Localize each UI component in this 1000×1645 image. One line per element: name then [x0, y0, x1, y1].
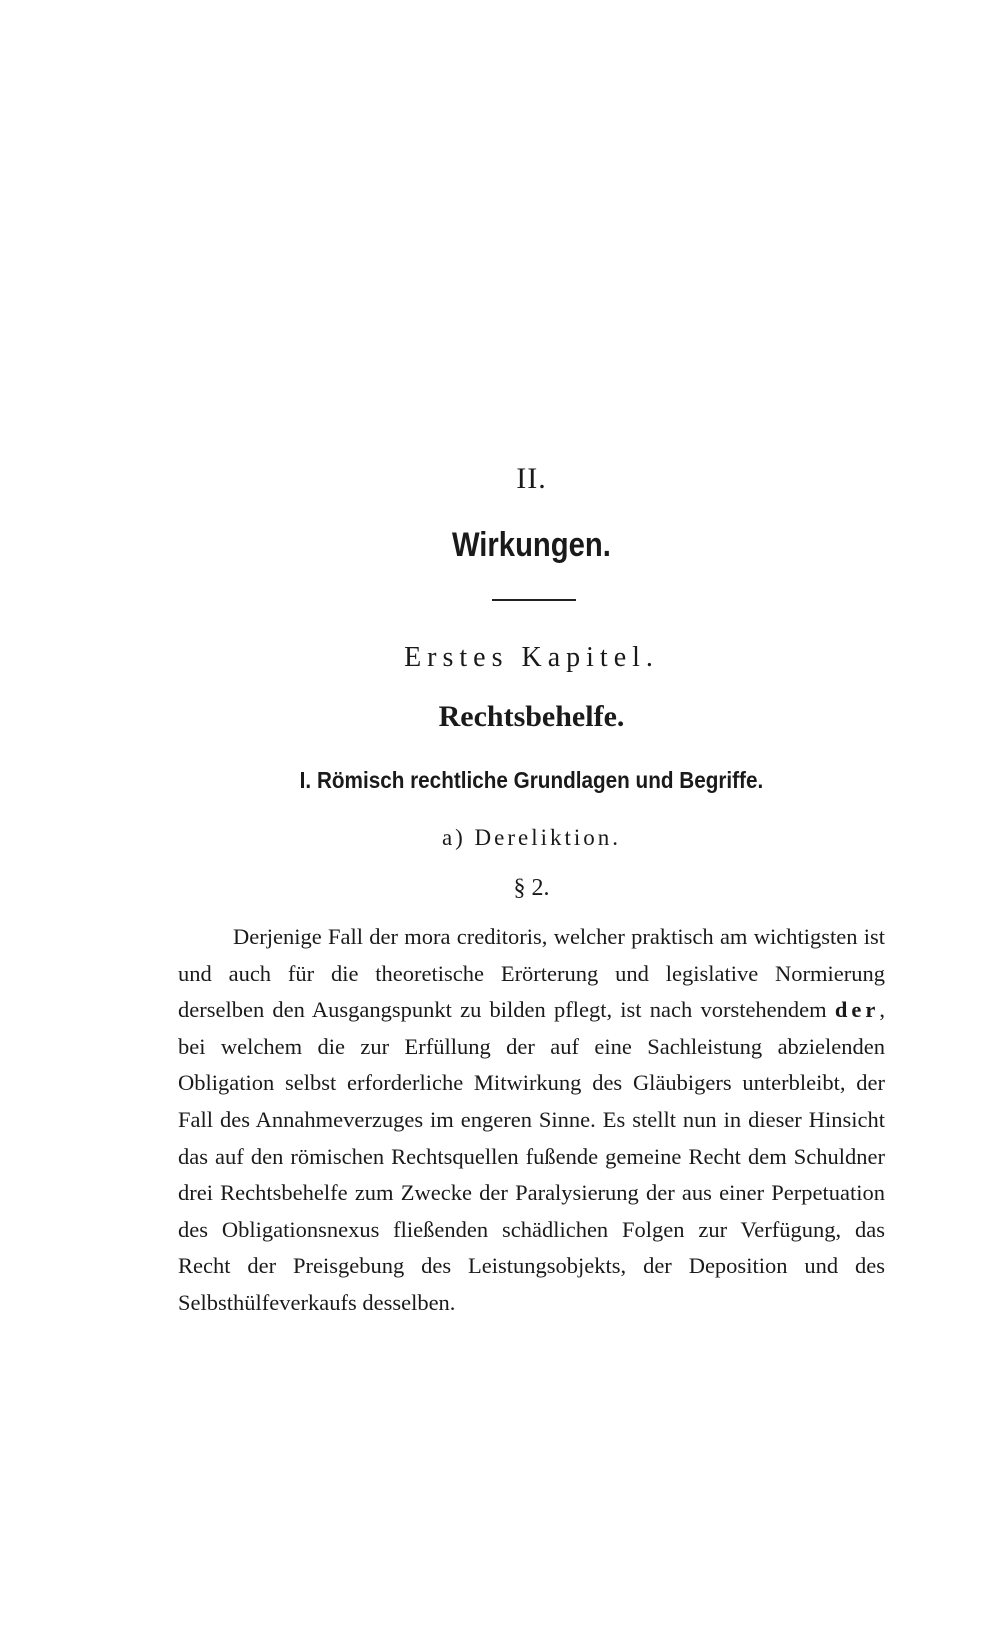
section-heading: I. Römisch rechtliche Grundlagen und Begriffe. — [299, 767, 764, 793]
title-divider — [492, 599, 576, 601]
body-text-before: Derjenige Fall der mora creditoris, welcher praktisch am wichtigsten ist und auch für die theoretische Erörterung und legislative Normierung derselben den Ausgangspunkt zu bilden pflegt, ist nach vorstehendem — [178, 924, 885, 1023]
chapter-title: Rechtsbehelfe. — [438, 700, 625, 733]
body-paragraph — [178, 919, 885, 1322]
subsection-heading: a) Dereliktion. — [441, 825, 622, 850]
chapter-label: Erstes Kapitel. — [404, 642, 659, 673]
part-title: Wirkungen. — [451, 526, 611, 564]
body-text-after: , bei welchem die zur Erfüllung der auf eine Sachleistung abzielenden Obligation selbst erforderliche Mitwirkung des Gläubigers unterbleibt, der Fall des Annahmeverzuges im engeren Sinne. Es stellt nun in dieser Hinsicht das auf den römischen Rechtsquellen fußende gemeine Recht dem Schuldner drei Rechtsbehelfe zum Zwecke der Paralysierung der aus einer Perpetuation des Obligationsnexus fließenden schädlichen Folgen zur Verfügung, das Recht der Preisgebung des Leistungsobjekts, der Deposition und des Selbsthülfeverkaufs desselben. — [178, 997, 885, 1315]
paragraph-mark: § 2. — [513, 875, 550, 901]
part-number: II. — [516, 462, 547, 495]
body-text-emphasis: der — [834, 997, 880, 1023]
